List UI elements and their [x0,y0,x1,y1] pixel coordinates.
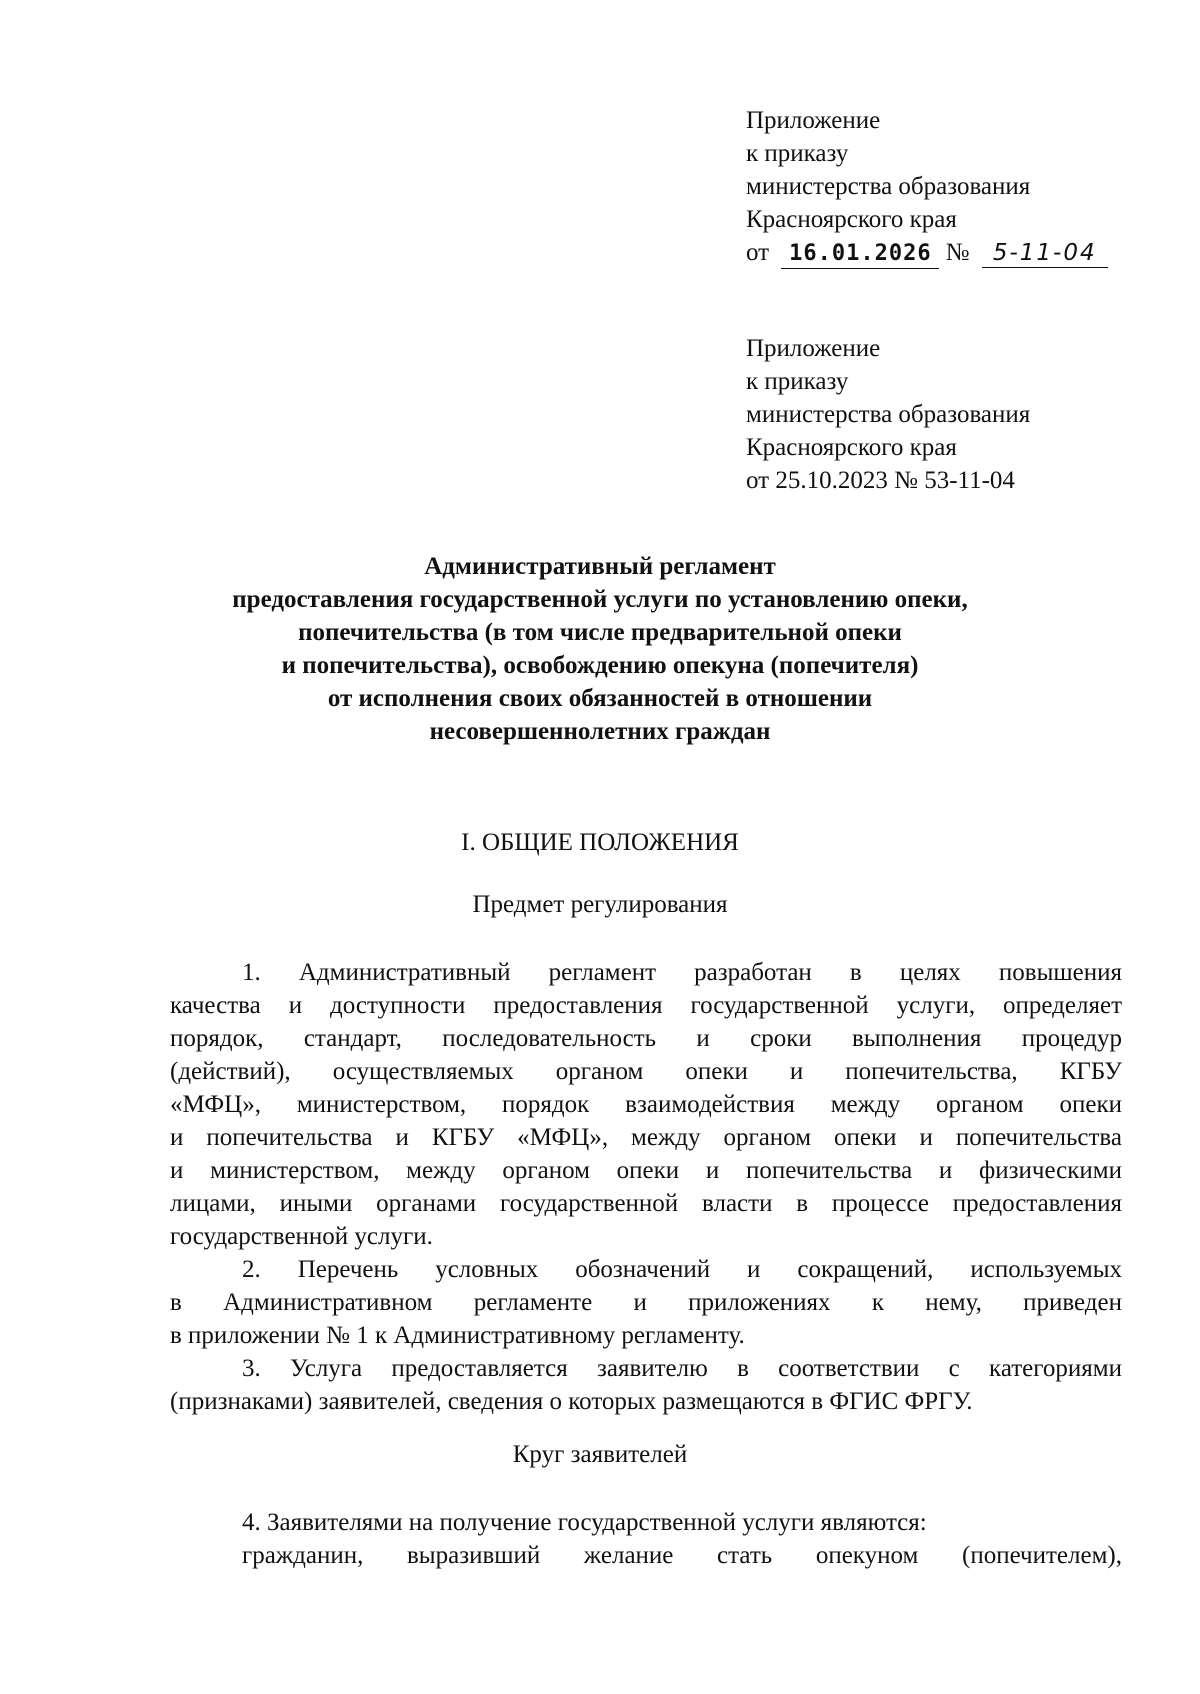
paragraph-line: 2. Перечень условных обозначений и сокращений, используемых [242,1256,1122,1283]
approval-block-previous [746,332,1030,497]
title-line: предоставления государственной услуги по установлению опеки, [232,586,968,613]
title-line: и попечительства), освобождению опекуна (попечителя) [281,652,919,679]
approval-line: к приказу [746,368,849,395]
paragraph-line: и министерством, между органом опеки и попечительства и физическими [170,1157,1122,1184]
approval-line: Приложение [746,107,881,134]
paragraph-line: (действий), осуществляемых органом опеки и попечительства, КГБУ [170,1058,1122,1085]
paragraph-2 [170,1253,1122,1352]
paragraph-line: и попечительства и КГБУ «МФЦ», между органом опеки и попечительства [170,1124,1122,1151]
paragraph-line: лицами, иными органами государственной власти в процессе предоставления [170,1190,1122,1217]
approval-line: министерства образования [746,173,1031,200]
paragraph-line: государственной услуги. [170,1223,433,1250]
approval-line: к приказу [746,140,849,167]
approval-block-current [746,104,1108,269]
paragraph-line: в Административном регламенте и приложениях к нему, приведен [170,1289,1122,1316]
approval-line: Красноярского края [746,206,957,233]
title-line: несовершеннолетних граждан [429,718,771,745]
subheading-subject: Предмет регулирования [472,891,728,918]
approval-date-number: от 25.10.2023 № 53-11-04 [746,467,1015,494]
paragraph-line: «МФЦ», министерством, порядок взаимодействия между органом опеки [170,1091,1122,1118]
section-heading: I. ОБЩИЕ ПОЛОЖЕНИЯ [461,829,739,856]
approval-date-line [746,236,1108,269]
paragraph-3 [170,1352,1122,1418]
handwritten-number: 5-11-04 [982,239,1108,268]
number-sign: № [945,239,970,266]
date-prefix: от [746,239,770,266]
paragraph-line: (признаками) заявителей, сведения о которых размещаются в ФГИС ФРГУ. [170,1388,973,1415]
paragraph-line: в приложении № 1 к Административному регламенту. [170,1322,745,1349]
subheading-applicants: Круг заявителей [512,1441,688,1468]
title-line: попечительства (в том числе предварительной опеки [298,619,902,646]
approval-line: Красноярского края [746,434,957,461]
approval-line: Приложение [746,335,881,362]
paragraph-line: 3. Услуга предоставляется заявителю в соответствии с категориями [242,1355,1122,1382]
paragraph-line: гражданин, выразивший желание стать опекуном (попечителем), [242,1542,1122,1569]
paragraph-line: порядок, стандарт, последовательность и сроки выполнения процедур [170,1025,1122,1052]
paragraph-1 [170,956,1122,1253]
paragraph-4 [170,1506,1122,1572]
title-line: Административный регламент [424,553,776,580]
handwritten-date: 16.01.2026 [781,240,939,269]
paragraph-line: 1. Административный регламент разработан в целях повышения [242,959,1122,986]
title-line: от исполнения своих обязанностей в отношении [327,685,873,712]
document-title [120,550,1080,748]
paragraph-line: 4. Заявителями на получение государственной услуги являются: [242,1509,927,1536]
paragraph-line: качества и доступности предоставления государственной услуги, определяет [170,992,1122,1019]
approval-line: министерства образования [746,401,1031,428]
